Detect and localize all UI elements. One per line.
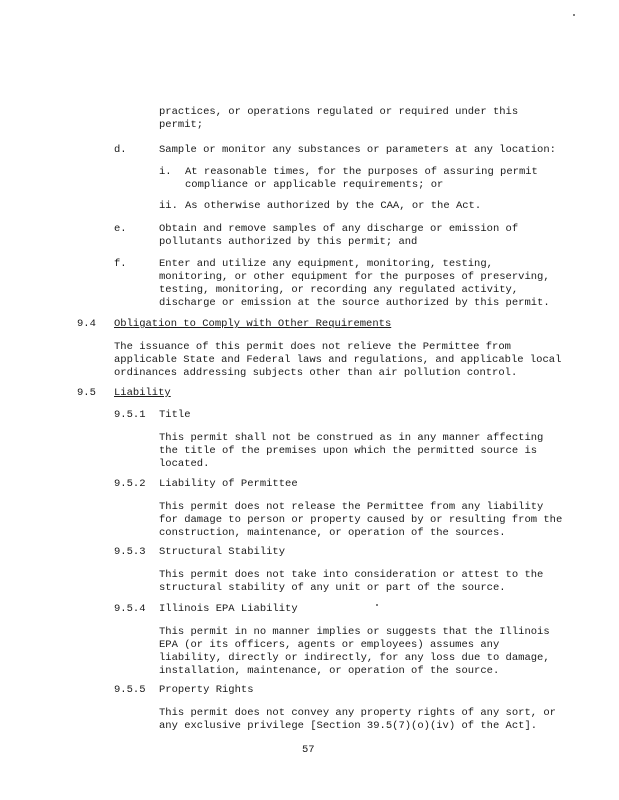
body-text: for damage to person or property caused by or resulting from the bbox=[159, 514, 563, 526]
item-text: testing, monitoring, or recording any regulated activity, bbox=[159, 284, 519, 296]
scan-speck bbox=[573, 14, 575, 16]
body-text: any exclusive privilege [Section 39.5(7)(o)(iv) of the Act]. bbox=[159, 720, 538, 732]
subsection-number: 9.5.4 bbox=[114, 603, 146, 615]
subitem-label: ii. bbox=[159, 200, 178, 212]
item-text: Enter and utilize any equipment, monitoring, testing, bbox=[159, 258, 493, 270]
subsection-heading: Structural Stability bbox=[159, 546, 286, 558]
subsection-heading: Title bbox=[159, 409, 191, 421]
body-text: applicable State and Federal laws and regulations, and applicable local bbox=[114, 354, 562, 366]
body-text: structural stability of any unit or part of the source. bbox=[159, 582, 506, 594]
body-text: This permit in no manner implies or suggests that the Illinois bbox=[159, 626, 550, 638]
section-heading: Obligation to Comply with Other Requirements bbox=[114, 318, 392, 330]
body-text: the title of the premises upon which the permitted source is bbox=[159, 445, 538, 457]
item-text: Obtain and remove samples of any discharge or emission of bbox=[159, 223, 519, 235]
body-text: located. bbox=[159, 458, 210, 470]
subsection-number: 9.5.2 bbox=[114, 478, 146, 490]
item-text: pollutants authorized by this permit; and bbox=[159, 236, 418, 248]
body-text: liability, directly or indirectly, for any loss due to damage, bbox=[159, 652, 550, 664]
body-text: EPA (or its officers, agents or employees) assumes any bbox=[159, 639, 500, 651]
subitem-text: As otherwise authorized by the CAA, or the Act. bbox=[185, 200, 482, 212]
subsection-heading: Property Rights bbox=[159, 684, 254, 696]
section-heading: Liability bbox=[114, 387, 171, 399]
subsection-heading: Liability of Permittee bbox=[159, 478, 298, 490]
page-number: 57 bbox=[302, 744, 315, 756]
scan-speck bbox=[376, 604, 378, 606]
body-text: construction, maintenance, or operation of the sources. bbox=[159, 527, 506, 539]
item-text: monitoring, or other equipment for the purposes of preserving, bbox=[159, 271, 550, 283]
subitem-text: compliance or applicable requirements; or bbox=[185, 179, 444, 191]
continuation-line: practices, or operations regulated or required under this bbox=[159, 106, 519, 118]
subitem-text: At reasonable times, for the purposes of assuring permit bbox=[185, 166, 538, 178]
item-text: Sample or monitor any substances or parameters at any location: bbox=[159, 144, 556, 156]
continuation-line: permit; bbox=[159, 119, 204, 131]
subsection-number: 9.5.5 bbox=[114, 684, 146, 696]
body-text: This permit does not take into consideration or attest to the bbox=[159, 569, 544, 581]
subsection-heading: Illinois EPA Liability bbox=[159, 603, 298, 615]
section-number: 9.4 bbox=[77, 318, 96, 330]
subsection-number: 9.5.3 bbox=[114, 546, 146, 558]
item-label: f. bbox=[114, 258, 127, 270]
body-text: This permit does not release the Permittee from any liability bbox=[159, 501, 544, 513]
item-label: d. bbox=[114, 144, 127, 156]
subsection-number: 9.5.1 bbox=[114, 409, 146, 421]
body-text: This permit does not convey any property rights of any sort, or bbox=[159, 707, 556, 719]
item-label: e. bbox=[114, 223, 127, 235]
body-text: installation, maintenance, or operation of the source. bbox=[159, 665, 500, 677]
body-text: ordinances addressing subjects other than air pollution control. bbox=[114, 367, 518, 379]
subitem-label: i. bbox=[159, 166, 172, 178]
body-text: This permit shall not be construed as in any manner affecting bbox=[159, 432, 544, 444]
section-number: 9.5 bbox=[77, 387, 96, 399]
item-text: discharge or emission at the source authorized by this permit. bbox=[159, 297, 550, 309]
body-text: The issuance of this permit does not relieve the Permittee from bbox=[114, 341, 511, 353]
